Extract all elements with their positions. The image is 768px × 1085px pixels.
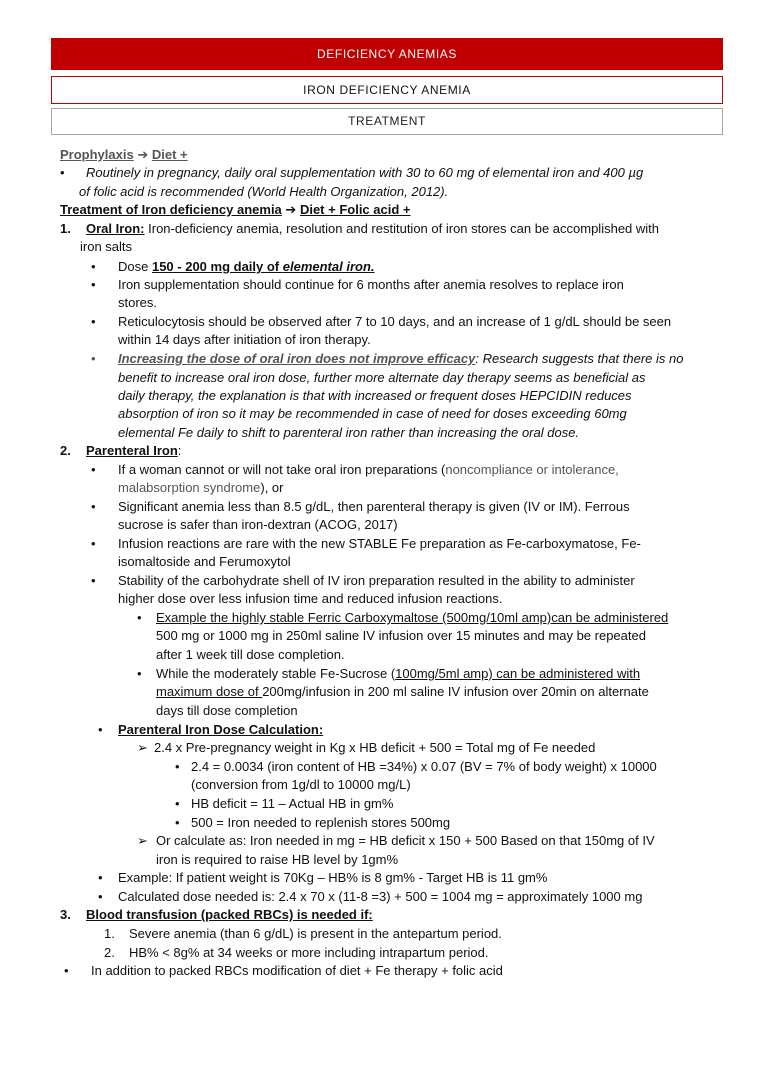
chapter-title: DEFICIENCY ANEMIAS [51,38,723,70]
parenteral-label: Parenteral Iron [86,443,178,458]
bullet-icon: • [91,259,96,274]
sucrose-example [156,665,640,684]
list-number: 2. [104,945,115,960]
blood-transfusion-heading: Blood transfusion (packed RBCs) is needed if: [86,907,373,922]
oral-iron-label: Oral Iron: [86,221,145,236]
infusion-reactions-text-cont: isomaltoside and Ferumoxytol [118,554,291,569]
oral-iron-text: Iron-deficiency anemia, resolution and restitution of iron stores can be accomplished with [144,221,660,236]
bullet-icon: • [98,722,103,737]
prophylaxis-suffix: Diet + [151,147,188,162]
carboxymaltose-example: Example the highly stable Ferric Carboxymaltose (500mg/10ml amp)can be administered [156,610,669,625]
oral-dose-form: elemental iron. [282,259,375,274]
bullet-icon: • [175,796,180,811]
parenteral-indication [118,461,619,480]
oral-efficacy-text-cont: elemental Fe daily to shift to parenteral iron rather than increasing the oral dose. [118,425,580,440]
dose-calculation-heading: Parenteral Iron Dose Calculation: [118,722,324,737]
arrow-bullet-icon: ➢ [137,740,148,755]
parenteral-heading [86,442,181,461]
arrow-bullet-icon: ➢ [137,833,148,848]
oral-efficacy-text-cont: absorption of iron so it may be recommended in case of need for doses exceeding 60mg [118,406,627,421]
oral-dose-value [152,259,375,274]
carboxymaltose-example-cont: 500 mg or 1000 mg in 250ml saline IV infusion over 15 minutes and may be repeated [156,628,646,643]
significant-anemia-text: Significant anemia less than 8.5 g/dL, then parenteral therapy is given (IV or IM). Ferrous [118,499,630,514]
bullet-icon: • [175,815,180,830]
list-number: 1. [60,221,71,236]
bullet-icon: • [64,963,69,978]
oral-dose-amount: 150 - 200 mg daily of [151,259,283,274]
sucrose-example-text: While the moderately stable Fe-Sucrose ( [156,666,396,681]
parenteral-indication-text: ), or [260,480,284,495]
calculation-example: Example: If patient weight is 70Kg – HB% is 8 gm% - Target HB is 11 gm% [118,870,548,885]
oral-duration-text: Iron supplementation should continue for 6 months after anemia resolves to replace iron [118,277,624,292]
infusion-reactions-text: Infusion reactions are rare with the new STABLE Fe preparation as Fe-carboxymatose, Fe- [118,536,641,551]
bullet-icon: • [91,462,96,477]
sucrose-example-text: 200mg/infusion in 200 ml saline IV infusion over 20min on alternate [262,684,649,699]
bullet-icon: • [91,351,96,366]
prophylaxis-text-cont: of folic acid is recommended (World Health Organization, 2012). [79,184,449,199]
formula-constant: 2.4 = 0.0034 (iron content of HB =34%) x 0.07 (BV = 7% of body weight) x 10000 [191,759,657,774]
bullet-icon: • [91,499,96,514]
oral-iron-item [86,220,659,239]
stores-definition: 500 = Iron needed to replenish stores 500mg [191,815,451,830]
bullet-icon: • [91,277,96,292]
bullet-icon: • [91,536,96,551]
alternate-formula-cont: iron is required to raise HB level by 1gm% [156,852,399,867]
sucrose-example-dose: maximum dose of [156,684,263,699]
topic-title: IRON DEFICIENCY ANEMIA [51,76,723,104]
oral-efficacy-text-cont: benefit to increase oral iron dose, further more alternate day therapy seems as beneficial as [118,370,646,385]
prophylaxis-heading [60,146,188,165]
bullet-icon: • [137,666,142,681]
list-number: 1. [104,926,115,941]
oral-efficacy-title: Increasing the dose of oral iron does not improve efficacy [118,351,476,366]
bullet-icon: • [91,573,96,588]
arrow-icon: ➔ [285,202,297,217]
transfusion-note: In addition to packed RBCs modification of diet + Fe therapy + folic acid [91,963,503,978]
oral-duration-text-cont: stores. [118,295,158,310]
bullet-icon: • [137,610,142,625]
stability-text: Stability of the carbohydrate shell of IV iron preparation resulted in the ability to administer [118,573,635,588]
bullet-icon: • [175,759,180,774]
transfusion-indication: Severe anemia (than 6 g/dL) is present in the antepartum period. [129,926,502,941]
parenteral-indication-text: If a woman cannot or will not take oral iron preparations ( [118,462,446,477]
bullet-icon: • [98,889,103,904]
carboxymaltose-example-cont: after 1 week till dose completion. [156,647,345,662]
parenteral-indication-reason: malabsorption syndrome [118,480,261,495]
list-number: 3. [60,907,71,922]
sucrose-example-cont: days till dose completion [156,703,298,718]
oral-dose-item [118,258,375,277]
arrow-icon: ➔ [137,147,149,162]
bullet-icon: • [60,165,65,180]
sucrose-example-cont [156,683,649,702]
alternate-formula: Or calculate as: Iron needed in mg = HB deficit x 150 + 500 Based on that 150mg of IV [156,833,655,848]
bullet-icon: • [98,870,103,885]
parenteral-colon: : [177,443,182,458]
list-number: 2. [60,443,71,458]
reticulocytosis-text-cont: within 14 days after initiation of iron therapy. [118,332,371,347]
oral-efficacy-text: : Research suggests that there is no [475,351,684,366]
dose-formula: 2.4 x Pre-pregnancy weight in Kg x HB deficit + 500 = Total mg of Fe needed [154,740,596,755]
stability-text-cont: higher dose over less infusion time and reduced infusion reactions. [118,591,503,606]
transfusion-indication: HB% < 8g% at 34 weeks or more including intrapartum period. [129,945,489,960]
parenteral-indication-cont [118,479,283,498]
formula-constant-cont: (conversion from 1g/dl to 10000 mg/L) [191,777,411,792]
prophylaxis-text: Routinely in pregnancy, daily oral supplementation with 30 to 60 mg of elemental iron and 400 µg [86,165,644,180]
sucrose-example-dose: 100mg/5ml amp) can be administered with [395,666,641,681]
section-title: TREATMENT [51,108,723,135]
reticulocytosis-text: Reticulocytosis should be observed after 7 to 10 days, and an increase of 1 g/dL should be seen [118,314,672,329]
parenteral-indication-reason: noncompliance or intolerance, [445,462,619,477]
hb-deficit-definition: HB deficit = 11 – Actual HB in gm% [191,796,394,811]
oral-efficacy-item [118,350,683,369]
bullet-icon: • [91,314,96,329]
calculated-dose: Calculated dose needed is: 2.4 x 70 x (11-8 =3) + 500 = 1004 mg = approximately 1000 mg [118,889,643,904]
oral-dose-prefix: Dose [118,259,152,274]
oral-iron-text-cont: iron salts [80,239,133,254]
oral-efficacy-text-cont: daily therapy, the explanation is that with increased or frequent doses HEPCIDIN reduces [118,388,632,403]
treatment-heading [60,201,411,220]
significant-anemia-text-cont: sucrose is safer than iron-dextran (ACOG, 2017) [118,517,398,532]
prophylaxis-label: Prophylaxis [60,147,134,162]
treatment-label: Treatment of Iron deficiency anemia [60,202,282,217]
treatment-suffix: Diet + Folic acid + [299,202,411,217]
